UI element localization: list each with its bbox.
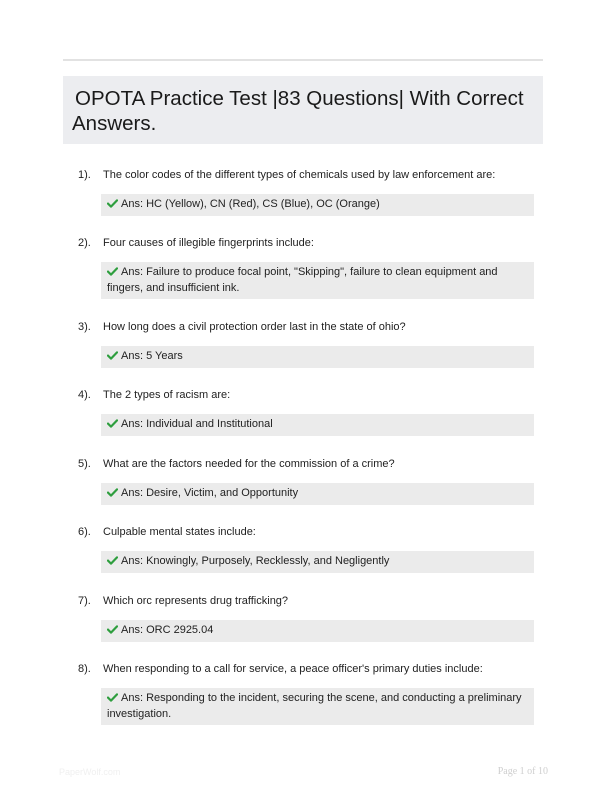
answer-box (101, 551, 534, 573)
question-number: 7). (78, 595, 91, 607)
answer-prefix: Ans: (121, 624, 144, 636)
answer-prefix: Ans: (121, 266, 144, 278)
check-icon (107, 488, 118, 497)
check-icon (107, 693, 118, 702)
check-icon (107, 267, 118, 276)
question-text: Four causes of illegible fingerprints include: (103, 237, 314, 249)
question-number: 6). (78, 526, 91, 538)
question-text: Culpable mental states include: (103, 526, 256, 538)
answer-prefix: Ans: (121, 198, 144, 210)
question-text: When responding to a call for service, a peace officer's primary duties include: (103, 663, 483, 675)
answer-prefix: Ans: (121, 350, 144, 362)
check-icon (107, 419, 118, 428)
answer-text: Failure to produce focal point, "Skipping", failure to clean equipment and fingers, and insufficient ink. (107, 266, 498, 294)
answer-prefix: Ans: (121, 555, 144, 567)
question-number: 2). (78, 237, 91, 249)
question-text: How long does a civil protection order last in the state of ohio? (103, 321, 406, 333)
check-icon (107, 556, 118, 565)
answer-box (101, 346, 534, 368)
answer-text: ORC 2925.04 (146, 624, 214, 636)
answer-box (101, 483, 534, 505)
answer-prefix: Ans: (121, 692, 144, 704)
answer-box (101, 262, 534, 299)
page-indicator: Page 1 of 10 (497, 766, 548, 777)
question-text: Which orc represents drug trafficking? (103, 595, 289, 607)
answer-text: 5 Years (146, 350, 183, 362)
answer-text: Responding to the incident, securing the scene, and conducting a preliminary investigation. (107, 692, 522, 720)
answer-box (101, 414, 534, 436)
check-icon (107, 351, 118, 360)
question-number: 8). (78, 663, 91, 675)
footer-watermark: PaperWolf.com (59, 767, 121, 777)
question-number: 1). (78, 169, 91, 181)
answer-prefix: Ans: (121, 487, 144, 499)
answer-prefix: Ans: (121, 418, 144, 430)
answer-box (101, 688, 534, 725)
answer-box (101, 194, 534, 216)
question-number: 4). (78, 389, 91, 401)
check-icon (107, 625, 118, 634)
page-title: OPOTA Practice Test |83 Questions| With Correct Answers. (72, 87, 524, 135)
question-number: 3). (78, 321, 91, 333)
check-icon (107, 199, 118, 208)
answer-text: Desire, Victim, and Opportunity (146, 487, 299, 499)
question-number: 5). (78, 458, 91, 470)
answer-text: HC (Yellow), CN (Red), CS (Blue), OC (Orange) (146, 198, 380, 210)
question-text: The color codes of the different types of chemicals used by law enforcement are: (103, 169, 496, 181)
question-text: What are the factors needed for the commission of a crime? (103, 458, 395, 470)
answer-text: Knowingly, Purposely, Recklessly, and Negligently (146, 555, 390, 567)
answer-text: Individual and Institutional (146, 418, 273, 430)
question-text: The 2 types of racism are: (103, 389, 231, 401)
answer-box (101, 620, 534, 642)
